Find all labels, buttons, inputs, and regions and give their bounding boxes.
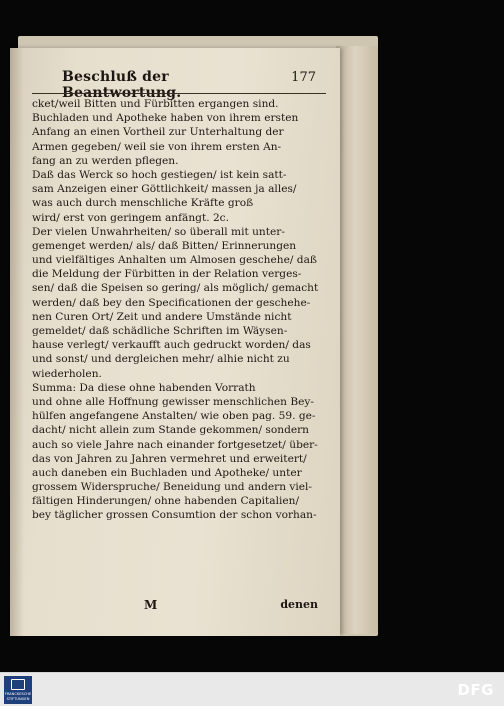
catchword: denen <box>280 598 318 611</box>
page-header <box>62 69 322 101</box>
text-line: gemenget werden/ als/ daß Bitten/ Erinnerungen <box>32 239 297 252</box>
text-line: Summa: Da diese ohne habenden Vorrath <box>32 381 256 394</box>
text-line: bey täglicher grossen Consumtion der schon vorhan- <box>32 509 317 522</box>
emblem-icon <box>11 679 25 690</box>
page-number: 177 <box>291 70 316 85</box>
text-line: Buchladen und Apotheke haben von ihrem ersten <box>32 112 299 125</box>
text-line: Daß das Werck so hoch gestiegen/ ist kein satt- <box>32 168 287 181</box>
text-line: und ohne alle Hoffnung gewisser menschlichen Bey- <box>32 395 314 408</box>
text-line: was auch durch menschliche Kräfte groß <box>32 197 254 210</box>
text-line: grossem Widerspruche/ Beneidung und andern viel- <box>32 481 313 494</box>
text-line: die Meldung der Fürbitten in der Relation verges- <box>32 268 302 281</box>
text-line: Armen gegeben/ weil sie von ihrem ersten An- <box>32 140 282 153</box>
text-line: fang an zu werden pflegen. <box>32 154 179 167</box>
gutter-shadow <box>10 48 24 636</box>
text-line: auch so viele Jahre nach einander fortgesetzet/ über- <box>32 438 318 451</box>
text-line: wird/ erst von geringem anfängt. 2c. <box>32 211 229 224</box>
signature-mark: M <box>144 598 158 612</box>
text-line: Anfang an einen Vortheil zur Unterhaltung der <box>32 126 284 139</box>
book-page <box>10 48 340 636</box>
text-line: sam Anzeigen einer Göttlichkeit/ massen ja alles/ <box>32 183 297 196</box>
text-line: gemeldet/ daß schädliche Schriften im Wäysen- <box>32 325 288 337</box>
text-line: hülfen angefangene Anstalten/ wie oben pag. 59. ge- <box>32 410 316 423</box>
text-line: wiederholen. <box>32 367 102 380</box>
dfg-logo[interactable]: DFG <box>457 681 494 699</box>
text-line: Der vielen Unwahrheiten/ so überall mit unter- <box>32 225 285 238</box>
text-line: auch daneben ein Buchladen und Apotheke/ unter <box>32 466 302 479</box>
header-rule <box>32 93 326 94</box>
text-line: hause verlegt/ verkaufft auch gedruckt worden/ das <box>32 339 311 352</box>
text-line: und sonst/ und dergleichen mehr/ alhie nicht zu <box>32 353 290 366</box>
signature-row <box>32 598 328 614</box>
viewer-footer <box>0 672 504 706</box>
text-line: und vielfältiges Anhalten um Almosen geschehe/ daß <box>32 254 317 267</box>
book-edge <box>336 46 378 634</box>
text-line: dacht/ nicht allein zum Stande gekommen/ sondern <box>32 424 310 437</box>
francke-logo-text: FRANCKESCHE STIFTUNGEN <box>4 692 32 701</box>
francke-logo[interactable] <box>4 676 32 704</box>
running-head: Beschluß der Beantwortung. <box>62 69 182 101</box>
text-line: fältigen Hinderungen/ ohne habenden Capitalien/ <box>32 495 300 508</box>
text-line: sen/ daß die Speisen so gering/ als möglich/ gemacht <box>32 282 319 295</box>
text-line: werden/ daß bey den Specificationen der geschehe- <box>32 296 311 309</box>
text-line: nen Curen Ort/ Zeit und andere Umstände nicht <box>32 310 292 323</box>
body-text <box>32 97 328 523</box>
text-line: cket/weil Bitten und Fürbitten ergangen sind. <box>32 98 279 110</box>
text-line: das von Jahren zu Jahren vermehret und erweitert/ <box>32 452 307 465</box>
